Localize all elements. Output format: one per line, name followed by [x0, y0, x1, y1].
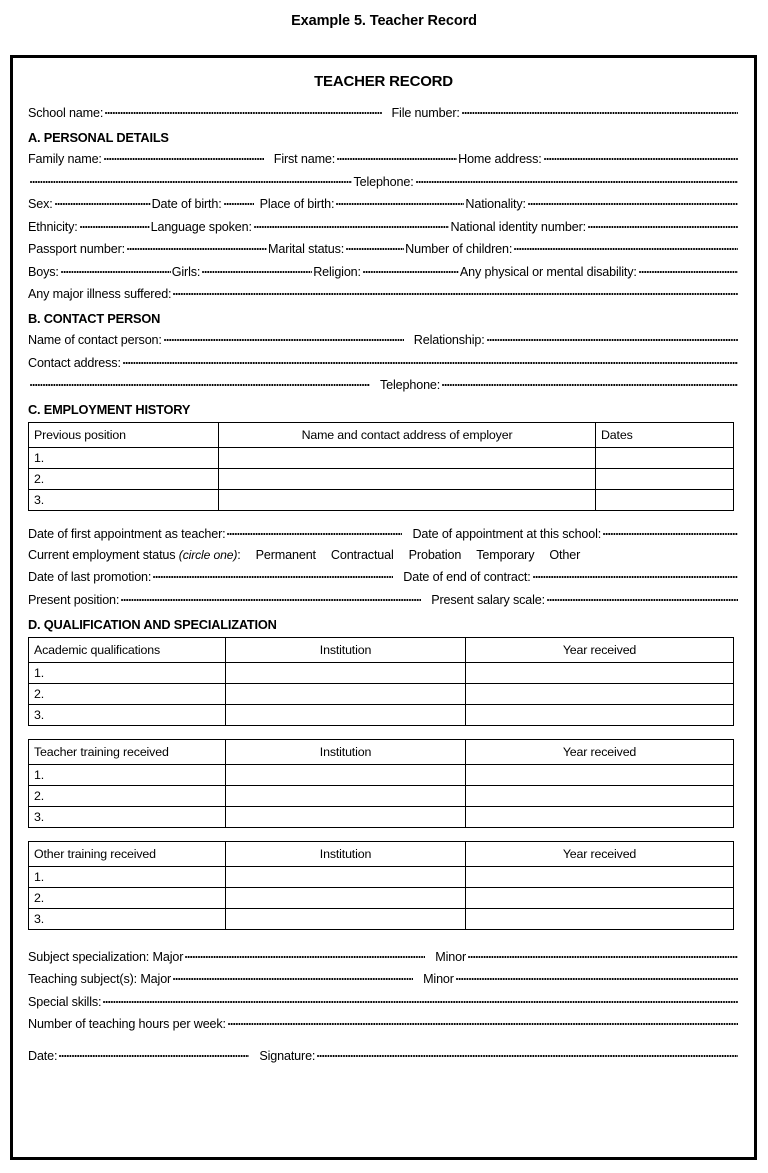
table-header-row: [29, 423, 734, 448]
row-number[interactable]: 2.: [29, 887, 226, 908]
column-header-year-received: Year received: [466, 841, 734, 866]
file-number-field[interactable]: [462, 104, 738, 117]
marital-status-field[interactable]: [346, 240, 404, 253]
year-received-cell[interactable]: [466, 887, 734, 908]
column-header-institution: Institution: [226, 841, 466, 866]
table-header-row: [29, 637, 734, 662]
employer-cell[interactable]: [219, 469, 596, 490]
row-number[interactable]: 2.: [29, 785, 226, 806]
dates-cell[interactable]: [596, 448, 734, 469]
name-of-contact-person-field[interactable]: [164, 331, 404, 344]
employment-history-table: [28, 422, 734, 511]
home-address-field-continued[interactable]: [30, 173, 352, 186]
date-signature-line: [28, 1047, 739, 1064]
subject-specialization-line: [28, 948, 739, 965]
special-skills-line: [28, 993, 739, 1010]
section-a-heading: A. PERSONAL DETAILS: [28, 130, 169, 145]
ethnicity-label: Ethnicity:: [28, 219, 78, 234]
passport-number-field[interactable]: [127, 240, 267, 253]
employer-cell[interactable]: [219, 448, 596, 469]
section-b-heading: B. CONTACT PERSON: [28, 311, 161, 326]
figure-caption: Example 5. Teacher Record: [291, 13, 477, 29]
contact-person-line: [28, 331, 739, 348]
present-position-field[interactable]: [121, 591, 421, 604]
status-option-probation[interactable]: Probation: [408, 547, 462, 562]
ethnicity-field[interactable]: [80, 218, 150, 231]
institution-cell[interactable]: [226, 806, 466, 827]
present-salary-scale-field[interactable]: [547, 591, 738, 604]
table-row: [29, 490, 734, 511]
teacher-record-form: [10, 55, 757, 1160]
signature-field[interactable]: [317, 1047, 738, 1060]
institution-cell[interactable]: [226, 785, 466, 806]
year-received-cell[interactable]: [466, 785, 734, 806]
table-row: [29, 785, 734, 806]
girls-label: Girls:: [171, 264, 201, 279]
contact-address-line: [28, 354, 739, 371]
institution-cell[interactable]: [226, 866, 466, 887]
status-option-other[interactable]: Other: [549, 547, 581, 562]
number-of-children-label: Number of children:: [405, 242, 513, 256]
row-number[interactable]: 1.: [29, 764, 226, 785]
current-status-label: Current employment status: [28, 547, 176, 562]
table-header-row: [29, 841, 734, 866]
contact-address-field[interactable]: [123, 354, 738, 367]
teaching-hours-label: Number of teaching hours per week:: [28, 1017, 226, 1031]
year-received-cell[interactable]: [466, 662, 734, 683]
table-row: [29, 448, 734, 469]
sex-field[interactable]: [55, 195, 151, 208]
table-row: [29, 704, 734, 725]
institution-cell[interactable]: [226, 764, 466, 785]
dates-cell[interactable]: [596, 469, 734, 490]
institution-cell[interactable]: [226, 662, 466, 683]
row-number[interactable]: 2.: [29, 469, 219, 490]
year-received-cell[interactable]: [466, 908, 734, 929]
family-name-line: [28, 150, 739, 167]
sex-dob-line: [28, 195, 739, 212]
nationality-field[interactable]: [528, 195, 738, 208]
language-spoken-field[interactable]: [254, 218, 450, 231]
teaching-subjects-major-field[interactable]: [173, 970, 413, 983]
boys-label: Boys:: [28, 264, 59, 279]
telephone-label: Telephone:: [353, 174, 414, 189]
religion-label: Religion:: [313, 264, 361, 279]
first-name-label: First name:: [273, 152, 336, 166]
teaching-hours-field[interactable]: [228, 1015, 738, 1028]
contact-address-field-continued[interactable]: [30, 376, 370, 389]
column-header-previous-position: Previous position: [29, 423, 219, 448]
contact-telephone-field[interactable]: [442, 376, 738, 389]
date-field[interactable]: [59, 1047, 249, 1060]
contact-telephone-label: Telephone:: [380, 378, 441, 392]
status-option-permanent[interactable]: Permanent: [255, 547, 316, 562]
religion-field[interactable]: [363, 263, 459, 276]
date-of-birth-label: Date of birth:: [151, 197, 222, 211]
passport-line: [28, 240, 739, 257]
nationality-label: Nationality:: [465, 197, 526, 211]
table-header-row: [29, 739, 734, 764]
first-name-field[interactable]: [337, 150, 457, 163]
appointment-this-school-label: Date of appointment at this school:: [412, 527, 602, 541]
column-header-year-received: Year received: [466, 637, 734, 662]
first-appointment-line: [28, 525, 739, 542]
year-received-cell[interactable]: [466, 806, 734, 827]
year-received-cell[interactable]: [466, 683, 734, 704]
row-number[interactable]: 1.: [29, 866, 226, 887]
row-number[interactable]: 3.: [29, 806, 226, 827]
section-c-heading: C. EMPLOYMENT HISTORY: [28, 402, 191, 417]
section-d-heading: D. QUALIFICATION AND SPECIALIZATION: [28, 616, 277, 632]
file-number-label: File number:: [391, 106, 460, 120]
row-number[interactable]: 1.: [29, 662, 226, 683]
table-row: [29, 887, 734, 908]
row-number[interactable]: 3.: [29, 908, 226, 929]
sex-label: Sex:: [28, 197, 53, 211]
first-appointment-label: Date of first appointment as teacher:: [28, 527, 226, 541]
school-name-line: [28, 104, 739, 121]
major-illness-field[interactable]: [173, 285, 738, 298]
employment-status-line: [28, 548, 739, 563]
date-label: Date:: [28, 1048, 58, 1063]
number-of-children-field[interactable]: [514, 240, 738, 253]
column-header-dates: Dates: [596, 423, 734, 448]
disability-label: Any physical or mental disability:: [459, 264, 637, 279]
place-of-birth-label: Place of birth:: [259, 197, 335, 211]
row-number[interactable]: 3.: [29, 704, 226, 725]
date-of-birth-field[interactable]: [224, 195, 254, 208]
telephone-field[interactable]: [416, 173, 738, 186]
table-row: [29, 908, 734, 929]
other-training-table: [28, 841, 734, 930]
teacher-training-table: [28, 739, 734, 828]
end-of-contract-field[interactable]: [533, 568, 738, 581]
present-position-label: Present position:: [28, 592, 120, 607]
signature-label: Signature:: [259, 1048, 316, 1063]
column-header-institution: Institution: [226, 637, 466, 662]
relationship-label: Relationship:: [413, 333, 485, 347]
ethnicity-line: [28, 218, 739, 235]
family-name-label: Family name:: [28, 152, 102, 166]
teaching-subjects-minor-label: Minor: [423, 972, 454, 986]
special-skills-field[interactable]: [103, 993, 738, 1006]
table-row: [29, 806, 734, 827]
last-promotion-field[interactable]: [153, 568, 393, 581]
end-of-contract-label: Date of end of contract:: [403, 570, 531, 584]
teaching-subjects-minor-field[interactable]: [456, 970, 738, 983]
place-of-birth-field[interactable]: [336, 195, 464, 208]
contact-telephone-line: [28, 376, 739, 393]
relationship-field[interactable]: [487, 331, 738, 344]
employer-cell[interactable]: [219, 490, 596, 511]
column-header-employer: Name and contact address of employer: [219, 423, 596, 448]
national-identity-number-label: National identity number:: [450, 219, 586, 234]
boys-field[interactable]: [61, 263, 171, 276]
year-received-cell[interactable]: [466, 764, 734, 785]
marital-status-label: Marital status:: [268, 242, 345, 256]
row-number[interactable]: 1.: [29, 448, 219, 469]
last-promotion-label: Date of last promotion:: [28, 570, 152, 584]
teaching-hours-line: [28, 1015, 739, 1032]
institution-cell[interactable]: [226, 887, 466, 908]
girls-field[interactable]: [202, 263, 312, 276]
current-status-colon: :: [237, 547, 241, 562]
national-identity-number-field[interactable]: [588, 218, 738, 231]
major-illness-label: Any major illness suffered:: [28, 287, 172, 301]
present-position-line: [28, 591, 739, 608]
home-address-field[interactable]: [544, 150, 738, 163]
table-row: [29, 764, 734, 785]
dates-cell[interactable]: [596, 490, 734, 511]
disability-field[interactable]: [639, 263, 738, 276]
table-row: [29, 866, 734, 887]
circle-one-hint: (circle one): [178, 547, 238, 562]
subject-specialization-label: Subject specialization: Major: [28, 949, 184, 964]
academic-qualifications-table: [28, 637, 734, 726]
last-promotion-line: [28, 568, 739, 585]
form-title: TEACHER RECORD: [314, 73, 453, 90]
school-name-label: School name:: [28, 106, 104, 120]
subject-specialization-minor-field[interactable]: [468, 948, 738, 961]
row-number[interactable]: 2.: [29, 683, 226, 704]
teaching-subjects-line: [28, 970, 739, 987]
boys-girls-line: [28, 263, 739, 280]
status-option-temporary[interactable]: Temporary: [476, 547, 535, 562]
teaching-subjects-label: Teaching subject(s): Major: [28, 972, 172, 986]
institution-cell[interactable]: [226, 683, 466, 704]
status-option-contractual[interactable]: Contractual: [330, 547, 394, 562]
column-header-other-training-received: Other training received: [29, 841, 226, 866]
subject-specialization-major-field[interactable]: [185, 948, 425, 961]
column-header-academic-qualifications: Academic qualifications: [29, 637, 226, 662]
present-salary-scale-label: Present salary scale:: [431, 592, 546, 607]
column-header-institution: Institution: [226, 739, 466, 764]
appointment-this-school-field[interactable]: [603, 525, 738, 538]
table-row: [29, 469, 734, 490]
special-skills-label: Special skills:: [28, 994, 102, 1009]
home-address-label: Home address:: [458, 152, 542, 166]
institution-cell[interactable]: [226, 908, 466, 929]
column-header-teacher-training-received: Teacher training received: [29, 739, 226, 764]
column-header-year-received: Year received: [466, 739, 734, 764]
language-spoken-label: Language spoken:: [150, 219, 252, 234]
name-of-contact-person-label: Name of contact person:: [28, 333, 162, 347]
table-row: [29, 683, 734, 704]
first-appointment-field[interactable]: [227, 525, 402, 538]
school-name-field[interactable]: [105, 104, 381, 117]
year-received-cell[interactable]: [466, 704, 734, 725]
table-row: [29, 662, 734, 683]
family-name-field[interactable]: [104, 150, 264, 163]
contact-address-label: Contact address:: [28, 355, 121, 370]
telephone-line: [28, 173, 739, 190]
passport-number-label: Passport number:: [28, 242, 125, 256]
row-number[interactable]: 3.: [29, 490, 219, 511]
institution-cell[interactable]: [226, 704, 466, 725]
major-illness-line: [28, 285, 739, 302]
subject-specialization-minor-label: Minor: [435, 949, 466, 964]
year-received-cell[interactable]: [466, 866, 734, 887]
